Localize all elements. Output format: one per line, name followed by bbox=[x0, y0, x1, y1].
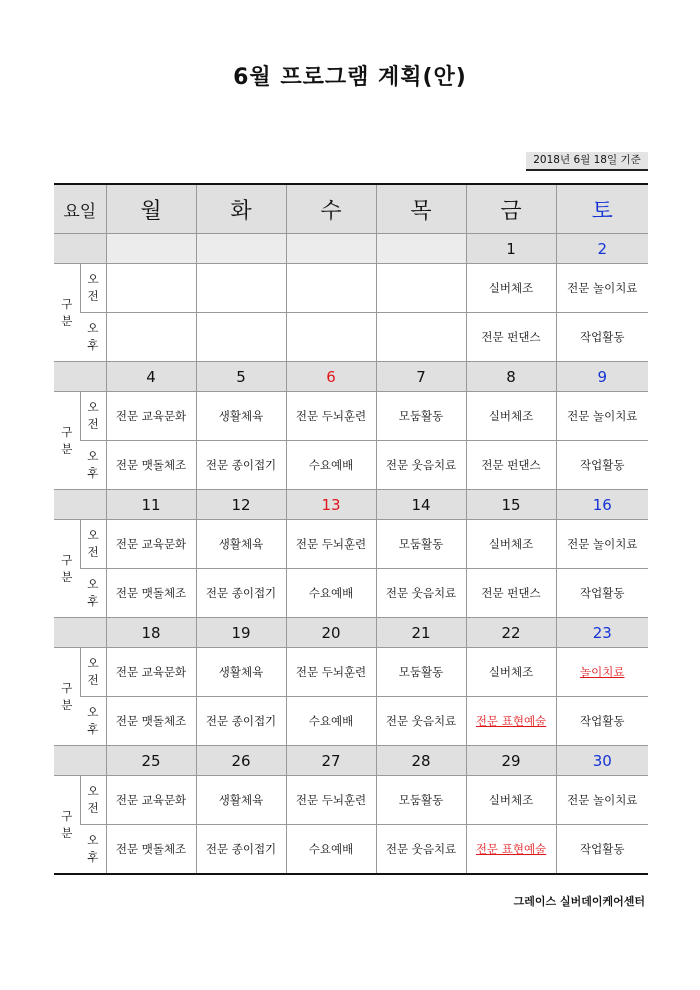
program-cell: 전문 웃음치료 bbox=[376, 441, 466, 490]
date-cell-holiday: 6 bbox=[286, 362, 376, 392]
header-day-wed: 수 bbox=[286, 184, 376, 234]
program-cell: 전문 종이접기 bbox=[196, 697, 286, 746]
week-1-am-row bbox=[54, 264, 648, 313]
pm-label: 오후 bbox=[80, 441, 106, 490]
date-cell bbox=[286, 234, 376, 264]
date-cell: 28 bbox=[376, 746, 466, 776]
program-cell: 작업활동 bbox=[556, 569, 648, 618]
date-cell: 5 bbox=[196, 362, 286, 392]
program-cell: 실버체조 bbox=[466, 392, 556, 441]
gubun-label: 구분 bbox=[54, 264, 80, 362]
program-cell bbox=[286, 313, 376, 362]
header-row bbox=[54, 184, 648, 234]
date-cell: 1 bbox=[466, 234, 556, 264]
program-cell: 수요예배 bbox=[286, 569, 376, 618]
program-cell: 모둠활동 bbox=[376, 648, 466, 697]
header-yoil: 요일 bbox=[54, 184, 106, 234]
date-row-blank bbox=[54, 490, 106, 520]
week-2-am-row bbox=[54, 392, 648, 441]
program-cell: 전문 교육문화 bbox=[106, 392, 196, 441]
program-cell: 생활체육 bbox=[196, 776, 286, 825]
date-cell-holiday: 13 bbox=[286, 490, 376, 520]
date-cell: 15 bbox=[466, 490, 556, 520]
pm-label: 오후 bbox=[80, 569, 106, 618]
date-cell bbox=[106, 234, 196, 264]
date-cell: 19 bbox=[196, 618, 286, 648]
header-day-fri: 금 bbox=[466, 184, 556, 234]
week-2-pm-row bbox=[54, 441, 648, 490]
header-day-sat: 토 bbox=[556, 184, 648, 234]
date-cell: 27 bbox=[286, 746, 376, 776]
am-label: 오전 bbox=[80, 392, 106, 441]
date-cell-saturday: 30 bbox=[556, 746, 648, 776]
date-cell-saturday: 9 bbox=[556, 362, 648, 392]
program-cell: 전문 두뇌훈련 bbox=[286, 520, 376, 569]
week-2-date-row bbox=[54, 362, 648, 392]
week-3-pm-row bbox=[54, 569, 648, 618]
program-cell: 전문 놀이치료 bbox=[556, 392, 648, 441]
am-label: 오전 bbox=[80, 648, 106, 697]
program-cell: 전문 놀이치료 bbox=[556, 264, 648, 313]
date-cell: 25 bbox=[106, 746, 196, 776]
program-cell: 전문 펀댄스 bbox=[466, 569, 556, 618]
program-cell-changed: 전문 표현예술 bbox=[466, 825, 556, 875]
program-cell: 실버체조 bbox=[466, 520, 556, 569]
am-label: 오전 bbox=[80, 520, 106, 569]
program-cell bbox=[286, 264, 376, 313]
program-cell: 실버체조 bbox=[466, 776, 556, 825]
week-3-date-row bbox=[54, 490, 648, 520]
week-5-am-row bbox=[54, 776, 648, 825]
program-cell-changed: 전문 표현예술 bbox=[466, 697, 556, 746]
header-day-mon: 월 bbox=[106, 184, 196, 234]
program-cell bbox=[376, 313, 466, 362]
program-cell: 작업활동 bbox=[556, 441, 648, 490]
week-4-pm-row bbox=[54, 697, 648, 746]
gubun-label: 구분 bbox=[54, 520, 80, 618]
program-cell bbox=[106, 264, 196, 313]
program-cell: 전문 종이접기 bbox=[196, 825, 286, 875]
program-cell: 전문 웃음치료 bbox=[376, 569, 466, 618]
program-cell: 작업활동 bbox=[556, 313, 648, 362]
date-cell: 26 bbox=[196, 746, 286, 776]
am-label: 오전 bbox=[80, 264, 106, 313]
program-cell: 전문 펀댄스 bbox=[466, 313, 556, 362]
program-cell: 수요예배 bbox=[286, 697, 376, 746]
program-cell bbox=[106, 313, 196, 362]
program-cell: 모둠활동 bbox=[376, 776, 466, 825]
program-cell: 전문 놀이치료 bbox=[556, 520, 648, 569]
program-cell-changed: 놀이치료 bbox=[556, 648, 648, 697]
week-5-date-row bbox=[54, 746, 648, 776]
gubun-label: 구분 bbox=[54, 392, 80, 490]
date-cell: 20 bbox=[286, 618, 376, 648]
program-cell bbox=[196, 264, 286, 313]
week-5-pm-row bbox=[54, 825, 648, 875]
date-cell-saturday: 23 bbox=[556, 618, 648, 648]
program-cell: 전문 웃음치료 bbox=[376, 825, 466, 875]
date-row-blank bbox=[54, 234, 106, 264]
program-cell: 전문 두뇌훈련 bbox=[286, 648, 376, 697]
program-cell: 모둠활동 bbox=[376, 520, 466, 569]
program-cell: 전문 종이접기 bbox=[196, 441, 286, 490]
program-cell: 전문 두뇌훈련 bbox=[286, 392, 376, 441]
gubun-label: 구분 bbox=[54, 776, 80, 875]
date-cell-saturday: 2 bbox=[556, 234, 648, 264]
basis-date: 2018년 6월 18일 기준 bbox=[526, 152, 648, 171]
schedule-table bbox=[54, 183, 648, 875]
gubun-label: 구분 bbox=[54, 648, 80, 746]
pm-label: 오후 bbox=[80, 313, 106, 362]
week-4-date-row bbox=[54, 618, 648, 648]
program-cell: 전문 맷돌체조 bbox=[106, 441, 196, 490]
program-cell bbox=[376, 264, 466, 313]
date-cell: 12 bbox=[196, 490, 286, 520]
date-cell: 4 bbox=[106, 362, 196, 392]
program-cell: 생활체육 bbox=[196, 648, 286, 697]
date-cell bbox=[196, 234, 286, 264]
program-cell: 전문 종이접기 bbox=[196, 569, 286, 618]
header-day-tue: 화 bbox=[196, 184, 286, 234]
date-row-blank bbox=[54, 746, 106, 776]
week-4-am-row bbox=[54, 648, 648, 697]
program-cell: 전문 맷돌체조 bbox=[106, 697, 196, 746]
program-cell: 작업활동 bbox=[556, 825, 648, 875]
program-cell: 전문 두뇌훈련 bbox=[286, 776, 376, 825]
date-cell bbox=[376, 234, 466, 264]
week-3-am-row bbox=[54, 520, 648, 569]
program-cell: 전문 웃음치료 bbox=[376, 697, 466, 746]
date-cell: 21 bbox=[376, 618, 466, 648]
date-cell: 22 bbox=[466, 618, 556, 648]
program-cell: 전문 맷돌체조 bbox=[106, 569, 196, 618]
date-cell: 11 bbox=[106, 490, 196, 520]
date-cell: 14 bbox=[376, 490, 466, 520]
program-cell: 전문 맷돌체조 bbox=[106, 825, 196, 875]
date-row-blank bbox=[54, 618, 106, 648]
page-title: 6월 프로그램 계획(안) bbox=[233, 65, 467, 90]
program-cell: 전문 교육문화 bbox=[106, 648, 196, 697]
date-cell-saturday: 16 bbox=[556, 490, 648, 520]
program-cell: 생활체육 bbox=[196, 392, 286, 441]
date-cell: 7 bbox=[376, 362, 466, 392]
program-cell: 전문 놀이치료 bbox=[556, 776, 648, 825]
am-label: 오전 bbox=[80, 776, 106, 825]
program-cell: 생활체육 bbox=[196, 520, 286, 569]
program-cell: 수요예배 bbox=[286, 441, 376, 490]
program-cell: 실버체조 bbox=[466, 648, 556, 697]
program-cell: 작업활동 bbox=[556, 697, 648, 746]
program-cell: 모둠활동 bbox=[376, 392, 466, 441]
week-1-date-row bbox=[54, 234, 648, 264]
footer-center-name: 그레이스 실버데이케어센터 bbox=[513, 895, 645, 908]
program-cell: 수요예배 bbox=[286, 825, 376, 875]
pm-label: 오후 bbox=[80, 697, 106, 746]
date-cell: 8 bbox=[466, 362, 556, 392]
date-cell: 18 bbox=[106, 618, 196, 648]
program-cell bbox=[196, 313, 286, 362]
pm-label: 오후 bbox=[80, 825, 106, 875]
program-cell: 전문 교육문화 bbox=[106, 776, 196, 825]
date-row-blank bbox=[54, 362, 106, 392]
program-cell: 전문 펀댄스 bbox=[466, 441, 556, 490]
header-day-thu: 목 bbox=[376, 184, 466, 234]
week-1-pm-row bbox=[54, 313, 648, 362]
program-cell: 실버체조 bbox=[466, 264, 556, 313]
date-cell: 29 bbox=[466, 746, 556, 776]
program-cell: 전문 교육문화 bbox=[106, 520, 196, 569]
